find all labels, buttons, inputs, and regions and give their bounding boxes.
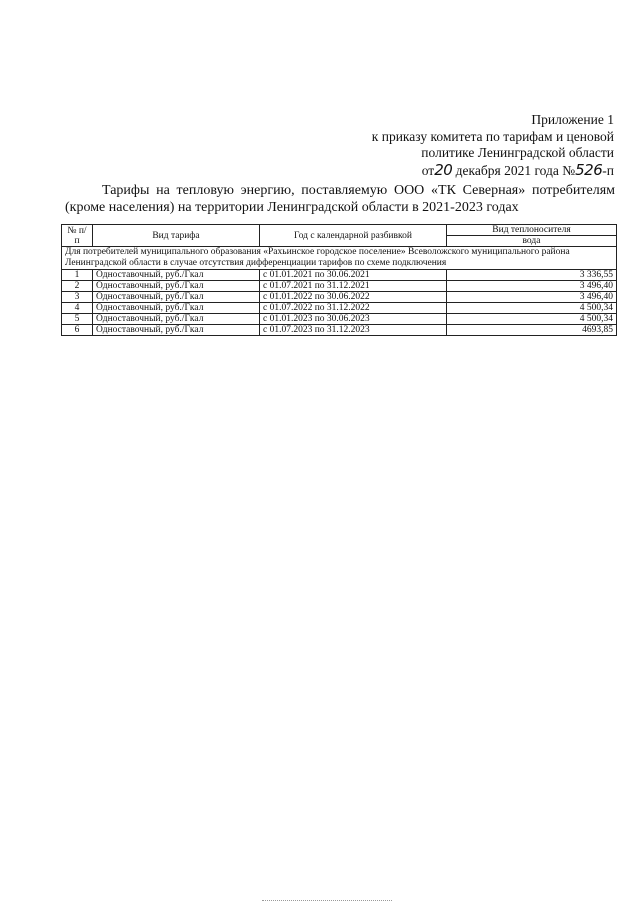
- table-row: [62, 325, 617, 336]
- row-value: 4693,85: [447, 325, 617, 336]
- row-period: с 01.07.2022 по 31.12.2022: [260, 303, 447, 314]
- handwritten-number: 526: [575, 160, 603, 179]
- header-num: № п/п: [62, 225, 93, 247]
- date-month-year: декабря 2021 года №: [455, 162, 576, 178]
- row-period: с 01.07.2023 по 31.12.2023: [260, 325, 447, 336]
- number-suffix: -п: [602, 162, 614, 178]
- header-period: Год с календарной разбивкой: [260, 225, 447, 247]
- header-kind: Вид тарифа: [93, 225, 260, 247]
- row-period: с 01.01.2022 по 30.06.2022: [260, 292, 447, 303]
- table-row: [62, 314, 617, 325]
- row-num: 4: [62, 303, 93, 314]
- appendix-committee-line: политике Ленинградской области: [421, 145, 614, 160]
- table-row: [62, 270, 617, 281]
- section-caption: Для потребителей муниципального образования «Рахьинское городское поселение» Всеволожского муниципального района Ленинградской области в случае отсутствия дифференциации тарифов по схеме подключения: [62, 247, 617, 270]
- header-carrier: Вид теплоносителя: [447, 225, 617, 236]
- row-value: 3 496,40: [447, 292, 617, 303]
- appendix-title: Приложение 1: [531, 112, 614, 127]
- row-period: с 01.01.2021 по 30.06.2021: [260, 270, 447, 281]
- scan-edge-mark: [262, 900, 392, 902]
- row-value: 4 500,34: [447, 314, 617, 325]
- row-kind: Одноставочный, руб./Гкал: [93, 303, 260, 314]
- row-kind: Одноставочный, руб./Гкал: [93, 281, 260, 292]
- row-num: 3: [62, 292, 93, 303]
- document-title: Тарифы на тепловую энергию, поставляемую ООО «ТК Северная» потребителям (кроме населения) на территории Ленинградской области в 2021-2023 годах: [65, 183, 615, 215]
- table-row: [62, 292, 617, 303]
- appendix-date-line: [314, 162, 614, 180]
- appendix-header: [314, 112, 614, 179]
- table-row: [62, 281, 617, 292]
- row-value: 4 500,34: [447, 303, 617, 314]
- row-period: с 01.01.2023 по 30.06.2023: [260, 314, 447, 325]
- row-kind: Одноставочный, руб./Гкал: [93, 270, 260, 281]
- tariff-table: [61, 224, 617, 336]
- handwritten-day: 20: [434, 160, 453, 179]
- row-num: 5: [62, 314, 93, 325]
- table-header-row: [62, 225, 617, 236]
- row-kind: Одноставочный, руб./Гкал: [93, 325, 260, 336]
- section-row: [62, 247, 617, 270]
- row-num: 2: [62, 281, 93, 292]
- row-kind: Одноставочный, руб./Гкал: [93, 314, 260, 325]
- row-value: 3 336,55: [447, 270, 617, 281]
- date-from: от: [421, 162, 435, 178]
- table-row: [62, 303, 617, 314]
- row-num: 6: [62, 325, 93, 336]
- row-num: 1: [62, 270, 93, 281]
- appendix-order-line: к приказу комитета по тарифам и ценовой: [371, 128, 614, 144]
- row-period: с 01.07.2021 по 31.12.2021: [260, 281, 447, 292]
- row-kind: Одноставочный, руб./Гкал: [93, 292, 260, 303]
- row-value: 3 496,40: [447, 281, 617, 292]
- header-carrier-water: вода: [447, 236, 617, 247]
